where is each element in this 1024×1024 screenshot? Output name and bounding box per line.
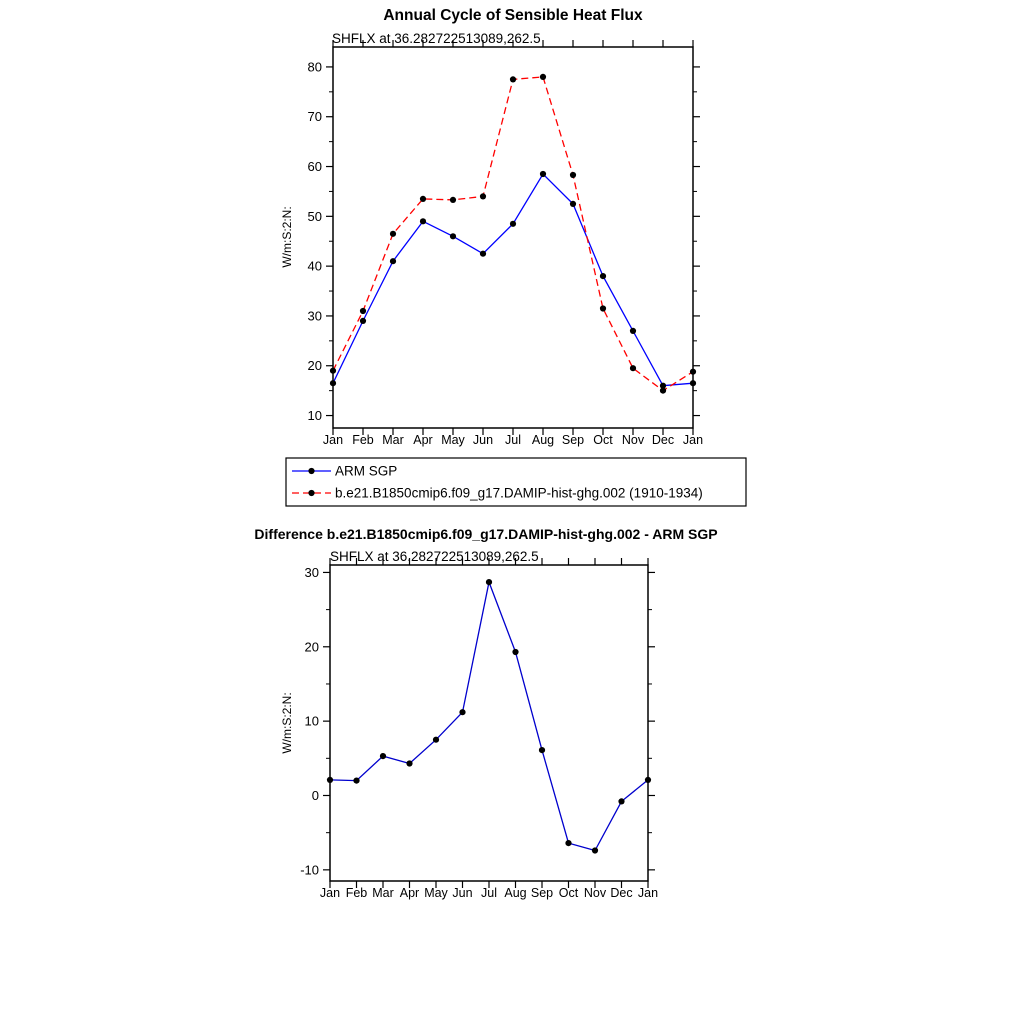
x-tick-label: Dec [610,886,633,900]
bottom-y-axis-label: W/m:S:2:N: [280,692,294,754]
y-tick-label: 10 [307,408,322,424]
x-tick-label: Apr [413,433,433,447]
top-chart-title: Annual Cycle of Sensible Heat Flux [383,7,643,24]
legend-label-arm-sgp: ARM SGP [335,463,398,479]
plot-frame [333,47,693,428]
data-point-marker [486,579,492,585]
y-tick-label: 0 [311,787,319,803]
top-chart-subtitle: SHFLX at 36.282722513089,262.5 [332,31,541,46]
data-point-marker [539,747,545,753]
x-tick-label: Apr [399,886,420,900]
x-tick-label: Nov [583,886,607,900]
x-tick-label: Mar [372,886,394,900]
x-tick-label: Jun [472,433,494,447]
y-tick-label: 10 [304,713,319,729]
y-tick-label: 30 [307,308,322,324]
data-point-marker [600,305,606,311]
x-tick-label: May [441,433,465,447]
x-tick-label: Jan [319,886,341,900]
y-tick-label: 30 [304,564,319,580]
y-tick-label: -10 [300,862,319,878]
series-line [330,582,648,850]
data-point-marker [660,388,666,394]
x-tick-label: Jan [637,886,659,900]
bottom-plot-area [300,558,658,900]
data-point-marker [380,753,386,759]
data-point-marker [630,365,636,371]
data-point-marker [600,273,606,279]
x-tick-label: Jan [682,433,704,447]
data-point-marker [360,308,366,314]
data-point-marker [390,258,396,264]
x-tick-label: Jun [452,886,473,900]
x-tick-label: Oct [593,433,613,447]
x-tick-label: Sep [561,433,585,447]
x-tick-label: Jan [322,433,344,447]
data-point-marker [360,318,366,324]
data-point-marker [420,196,426,202]
y-tick-label: 40 [307,258,322,274]
x-tick-label: Sep [530,886,554,900]
data-point-marker [330,368,336,374]
data-point-marker [512,649,518,655]
data-point-marker [592,847,598,853]
y-tick-label: 80 [307,59,322,75]
data-point-marker [565,840,571,846]
data-point-marker [353,778,359,784]
legend-samples [292,468,331,496]
data-point-marker [406,760,412,766]
plot-frame [330,565,648,881]
data-point-marker [618,798,624,804]
top-plot-area [308,40,704,447]
data-point-marker [480,193,486,199]
legend-sample-marker [308,468,314,474]
bottom-chart-title: Difference b.e21.B1850cmip6.f09_g17.DAMIP-hist-ghg.002 - ARM SGP [254,526,718,542]
x-tick-label: Feb [345,886,368,900]
x-tick-label: May [424,886,448,900]
y-tick-label: 20 [304,639,319,655]
x-tick-label: Jul [481,886,497,900]
data-point-marker [510,76,516,82]
data-point-marker [459,709,465,715]
data-point-marker [645,777,651,783]
data-point-marker [630,328,636,334]
data-point-marker [570,201,576,207]
legend-label-model-run: b.e21.B1850cmip6.f09_g17.DAMIP-hist-ghg.002 (1910-1934) [335,485,703,501]
x-tick-label: Nov [621,433,645,447]
x-tick-label: Aug [531,433,555,447]
data-point-marker [510,221,516,227]
data-point-marker [540,171,546,177]
series-line [333,174,693,386]
data-point-marker [433,737,439,743]
legend-sample-marker [308,490,314,496]
data-point-marker [690,380,696,386]
data-point-marker [540,74,546,80]
data-point-marker [450,197,456,203]
bottom-chart-subtitle: SHFLX at 36.282722513089,262.5 [330,549,539,564]
data-point-marker [330,380,336,386]
y-tick-label: 60 [307,159,322,175]
x-tick-label: Feb [352,433,374,447]
y-tick-label: 50 [307,208,322,224]
y-tick-label: 20 [307,358,322,374]
data-point-marker [690,369,696,375]
x-tick-label: Oct [558,886,579,900]
data-point-marker [450,233,456,239]
data-point-marker [390,231,396,237]
data-point-marker [327,777,333,783]
series-line [333,77,693,391]
x-tick-label: Jul [505,433,521,447]
y-tick-label: 70 [307,109,322,125]
top-y-axis-label: W/m:S:2:N: [280,206,294,268]
data-point-marker [420,218,426,224]
x-tick-label: Mar [382,433,404,447]
x-tick-label: Dec [651,433,675,447]
data-point-marker [480,251,486,257]
data-point-marker [570,172,576,178]
x-tick-label: Aug [504,886,527,900]
